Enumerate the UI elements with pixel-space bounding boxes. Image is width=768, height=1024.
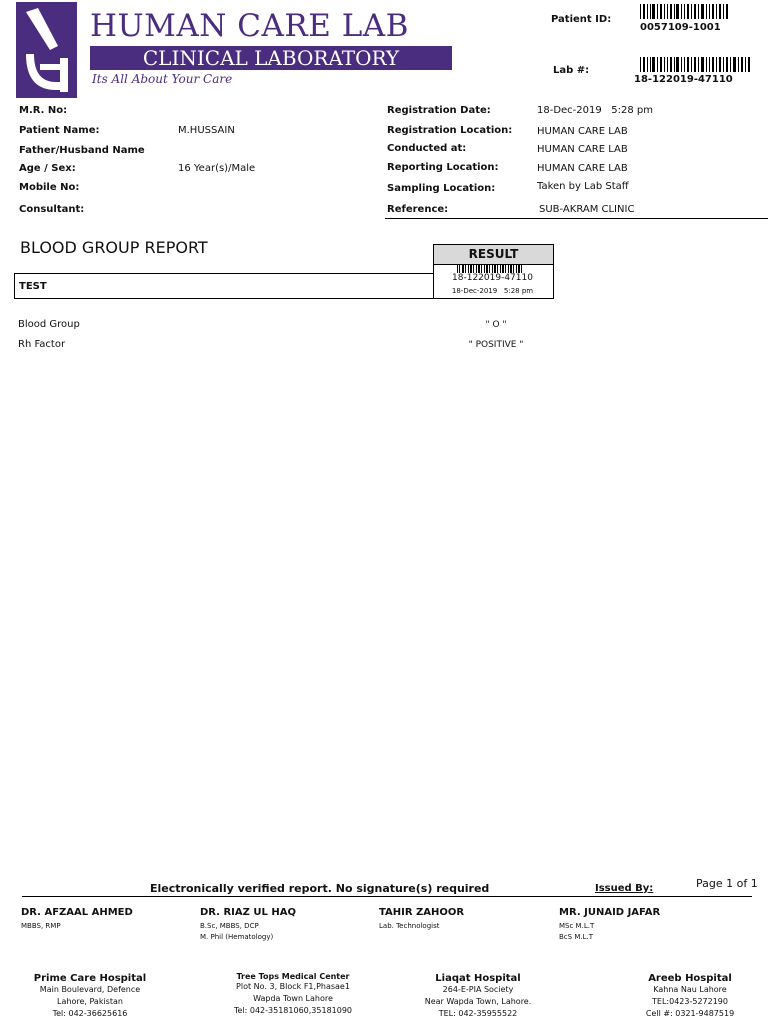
conducted-at-label: Conducted at: [387, 143, 467, 154]
signatory-4 [559, 907, 660, 943]
hospital-name: Liaqat Hospital [435, 973, 521, 984]
registration-location-label: Registration Location: [387, 125, 513, 136]
sampling-location-label: Sampling Location: [387, 183, 496, 194]
hospital-address: Near Wapda Town, Lahore. [424, 997, 532, 1006]
hospital-address: Wapda Town Lahore [253, 994, 333, 1003]
hospital-2 [218, 972, 368, 1017]
test-header: TEST [19, 281, 47, 292]
hospital-phone: TEL:0423-5272190 [652, 997, 728, 1006]
signatory-2 [200, 907, 296, 943]
sample-code: 18-122019-47110 [452, 273, 533, 283]
rh-factor-result: " POSITIVE " [468, 340, 524, 350]
blood-group-label: Blood Group [18, 319, 80, 330]
verified-notice: Electronically verified report. No signature(s) required [150, 882, 490, 895]
consultant-label: Consultant: [19, 204, 85, 215]
hospital-phone: Tel: 042-36625616 [52, 1009, 128, 1018]
info-divider [385, 218, 768, 219]
age-sex-label: Age / Sex: [19, 163, 76, 174]
sample-barcode [457, 264, 523, 273]
hospital-name: Prime Care Hospital [33, 973, 147, 984]
hospital-address: 264-E-PIA Society [442, 985, 514, 994]
signatory-name: DR. RIAZ UL HAQ [200, 907, 296, 918]
hospital-address: Plot No. 3, Block F1,Phasae1 [236, 982, 350, 991]
hospital-name: Areeb Hospital [648, 973, 732, 984]
registration-date-label: Registration Date: [387, 105, 491, 116]
hospital-name: Tree Tops Medical Center [236, 972, 350, 981]
signatory-qualification: MBBS, RMP [21, 922, 61, 930]
reference-value: SUB-AKRAM CLINIC [539, 204, 635, 215]
signatory-1 [21, 907, 133, 932]
sample-date: 18-Dec-2019 5:28 pm [451, 287, 534, 295]
rh-factor-label: Rh Factor [18, 339, 66, 350]
reporting-location-value: HUMAN CARE LAB [537, 163, 628, 174]
microscope-logo-icon [16, 2, 77, 98]
signatory-qualification: MSc M.L.T [559, 922, 595, 930]
brand-subtitle: CLINICAL LABORATORY [90, 46, 452, 70]
hospital-phone: Cell #: 0321-9487519 [645, 1009, 735, 1018]
signatory-name: MR. JUNAID JAFAR [559, 907, 661, 918]
blood-group-result: " O " [485, 320, 507, 330]
brand-name: HUMAN CARE LAB [90, 8, 409, 44]
hospital-address: Kahna Nau Lahore [653, 985, 727, 994]
mobile-label: Mobile No: [19, 182, 80, 193]
lab-no-barcode [640, 57, 752, 72]
reporting-location-label: Reporting Location: [387, 162, 499, 173]
patient-name-value: M.HUSSAIN [178, 125, 235, 136]
patient-id-value: 0057109-1001 [640, 22, 721, 33]
result-header: RESULT [433, 244, 554, 265]
conducted-at-value: HUMAN CARE LAB [537, 144, 628, 155]
hospital-address: Lahore, Pakistan [57, 997, 123, 1006]
brand-tagline: Its All About Your Care [92, 72, 233, 86]
mr-no-label: M.R. No: [19, 105, 68, 116]
signatory-name: DR. AFZAAL AHMED [21, 907, 133, 918]
hospital-phone: TEL: 042-35955522 [438, 1009, 518, 1018]
patient-name-label: Patient Name: [19, 125, 100, 136]
hospital-phone: Tel: 042-35181060,35181090 [233, 1006, 353, 1015]
lab-logo [16, 2, 77, 98]
signatory-qualification: B.Sc, MBBS, DCP [200, 922, 259, 930]
page-number: Page 1 of 1 [696, 877, 758, 890]
patient-id-label: Patient ID: [551, 14, 612, 25]
lab-no-label: Lab #: [553, 65, 590, 76]
hospital-4 [630, 973, 750, 1020]
signatory-qualification: BcS M.L.T [559, 933, 593, 941]
signatory-name: TAHIR ZAHOOR [379, 907, 465, 918]
test-header-box [14, 273, 434, 299]
hospital-address: Main Boulevard, Defence [39, 985, 141, 994]
sampling-location-value: Taken by Lab Staff [537, 181, 629, 192]
signatory-qualification: Lab. Technologist [379, 922, 440, 930]
report-title: BLOOD GROUP REPORT [20, 238, 208, 257]
reference-label: Reference: [387, 204, 449, 215]
issued-by-label: Issued By: [595, 883, 654, 894]
footer-divider [22, 896, 752, 897]
lab-no-value: 18-122019-47110 [634, 74, 733, 85]
patient-id-barcode [640, 4, 728, 19]
hospital-3 [408, 973, 548, 1020]
registration-date-value: 18-Dec-2019 5:28 pm [537, 105, 654, 116]
signatory-qualification: M. Phil (Hematology) [200, 933, 274, 941]
father-name-label: Father/Husband Name [19, 145, 145, 156]
signatory-3 [379, 907, 464, 932]
age-sex-value: 16 Year(s)/Male [178, 163, 256, 174]
hospital-1 [20, 973, 160, 1020]
registration-location-value: HUMAN CARE LAB [537, 126, 628, 137]
